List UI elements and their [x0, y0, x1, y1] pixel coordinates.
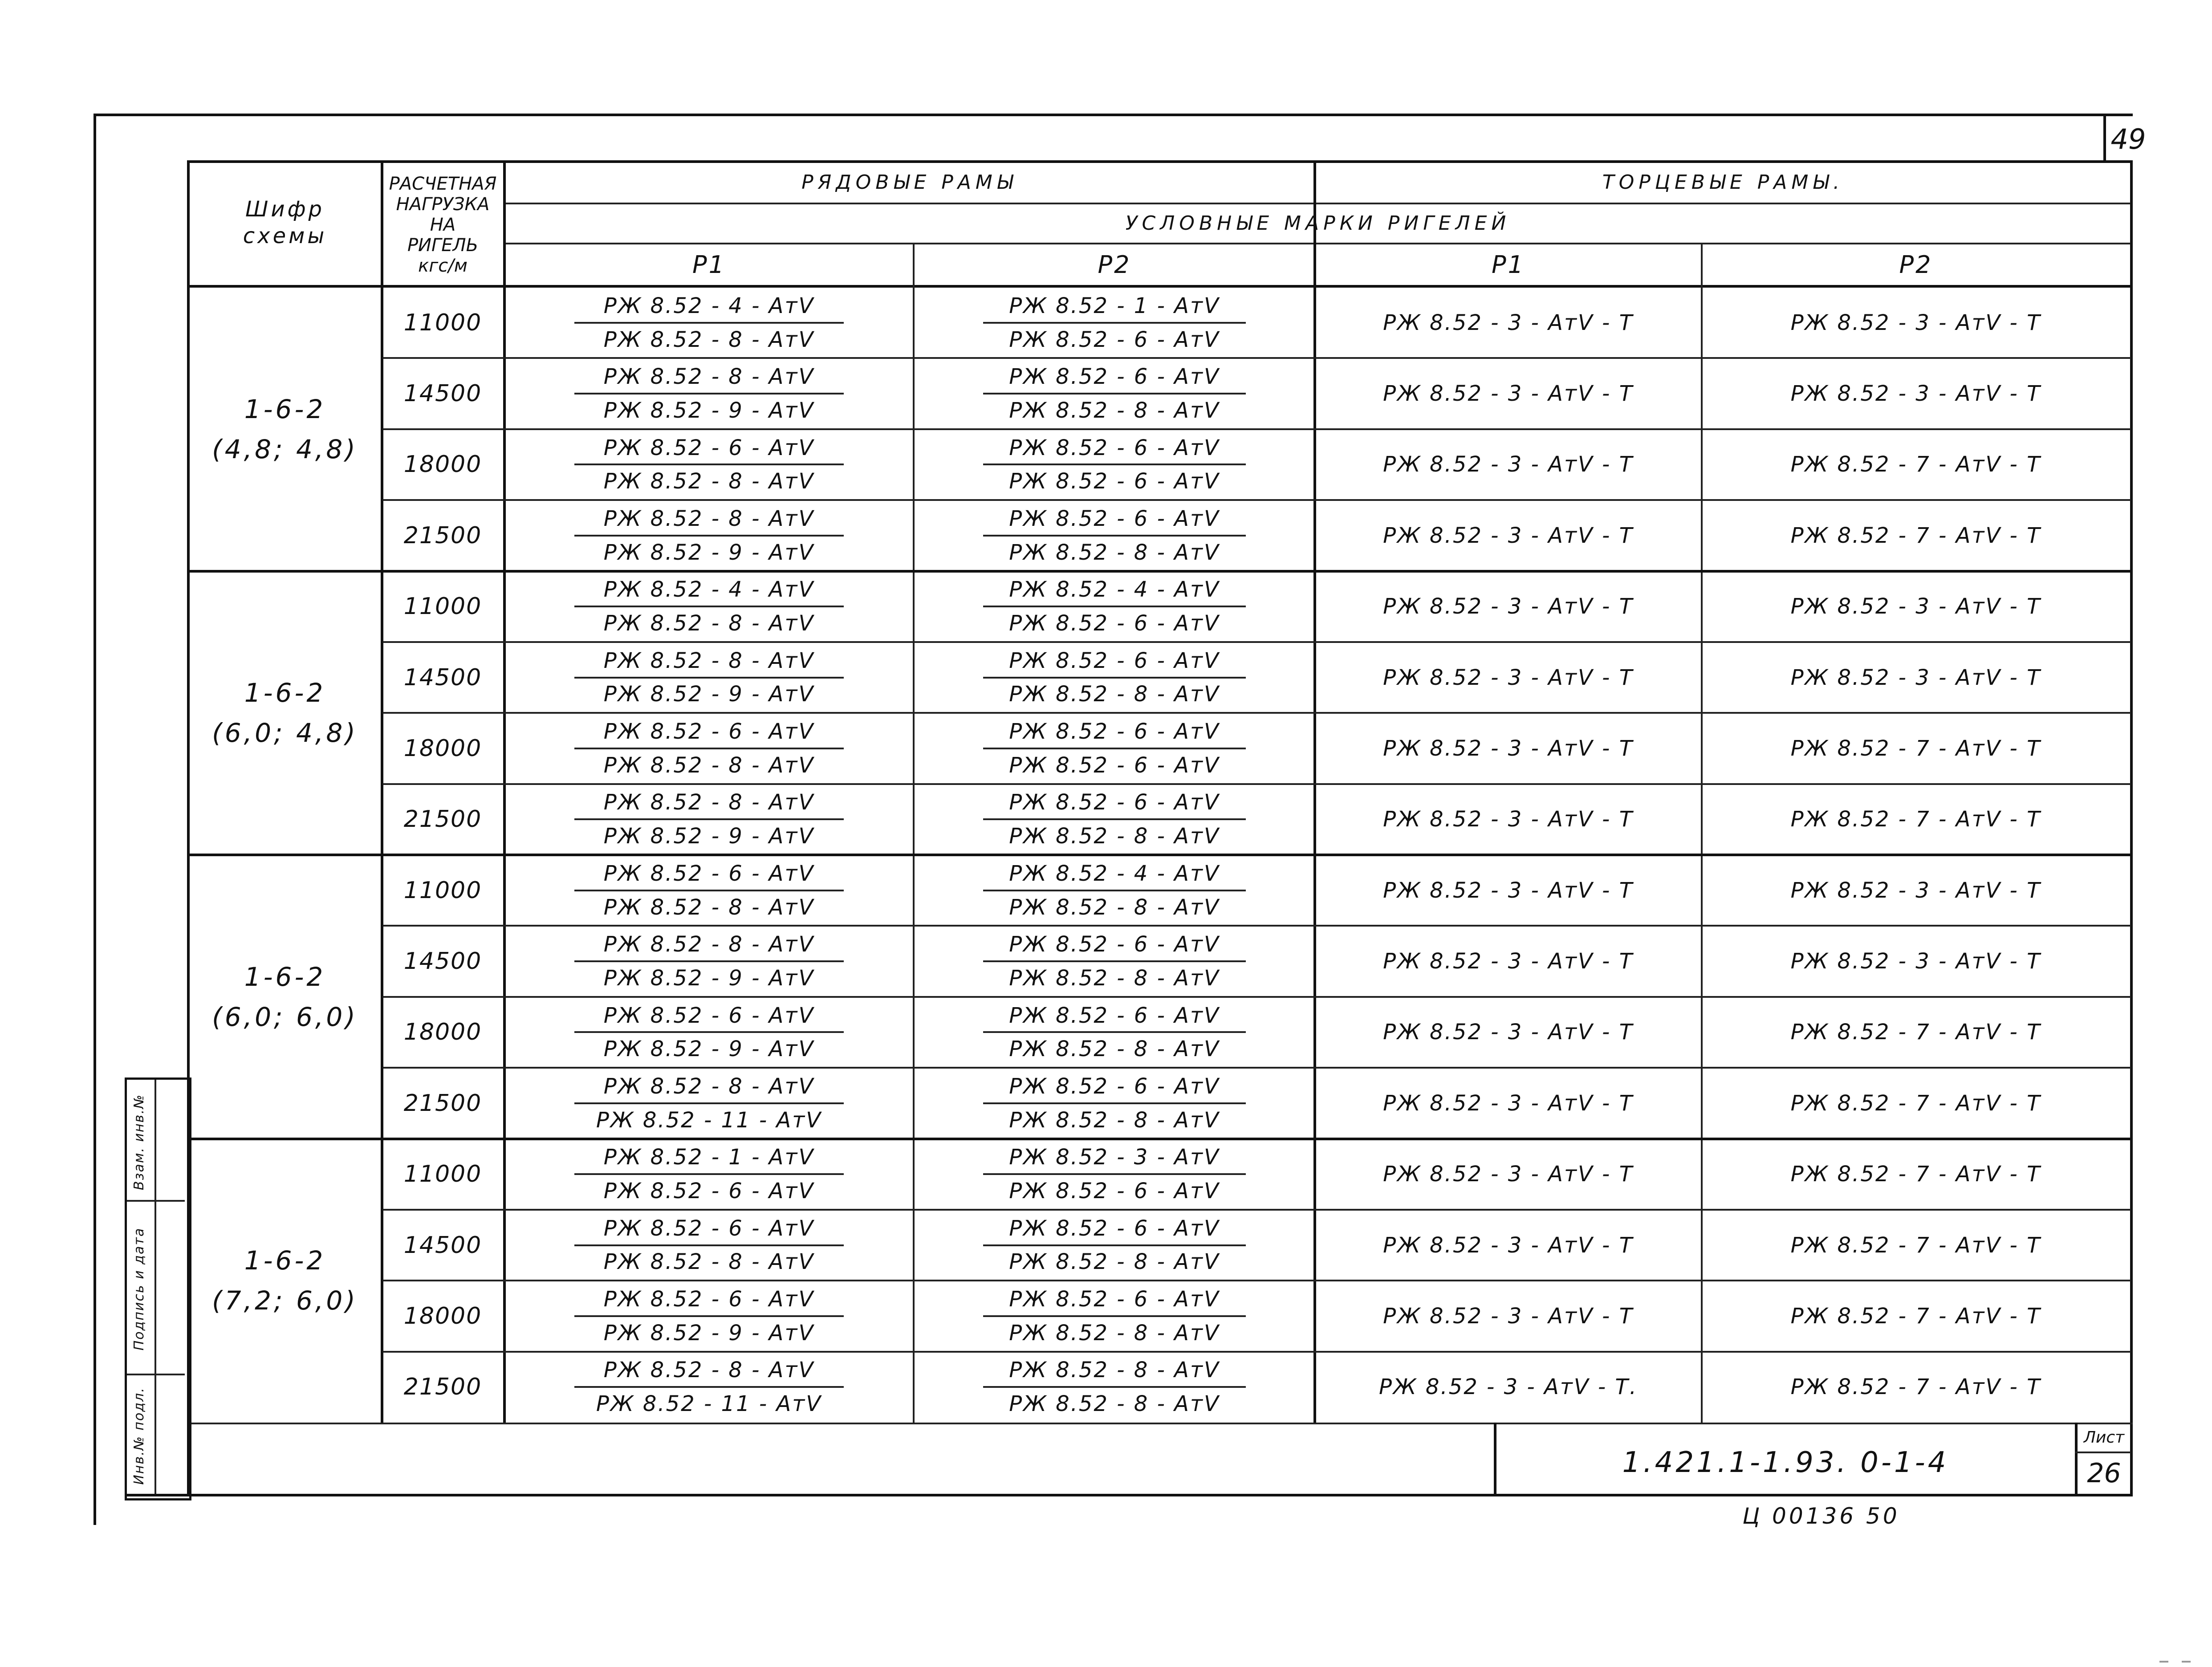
load-value: 11000 [403, 593, 482, 620]
outer-frame-right-corner [2103, 114, 2106, 163]
scheme-spans: (7,2; 6,0) [212, 1285, 358, 1316]
end-p1-mark: РЖ 8.52 - 3 - АтV - Т [1383, 310, 1634, 335]
scheme-cell [191, 855, 378, 1139]
row-p1-top-mark: РЖ 8.52 - 6 - АтV [603, 1287, 815, 1312]
end-p1-mark: РЖ 8.52 - 3 - АтV - Т [1383, 1232, 1634, 1258]
col-header-p1-row: P1 [692, 250, 726, 279]
end-p2-mark: РЖ 8.52 - 7 - АтV - Т [1790, 452, 2041, 477]
row-p2-bottom-mark: РЖ 8.52 - 8 - АтV [1009, 398, 1220, 423]
end-p2-mark: РЖ 8.52 - 3 - АтV - Т [1790, 665, 2041, 690]
row-p1-bottom-mark: РЖ 8.52 - 9 - АтV [603, 1320, 815, 1346]
end-frames-header: ТОРЦЕВЫЕ РАМЫ. [1602, 171, 1844, 194]
row-p2-top-mark: РЖ 8.52 - 4 - АтV [1009, 577, 1220, 602]
outer-frame-left [94, 114, 96, 1525]
row-p1-bottom-mark: РЖ 8.52 - 9 - АтV [603, 1037, 815, 1062]
end-p2-mark: РЖ 8.52 - 7 - АтV - Т [1790, 1374, 2041, 1400]
archive-number: Ц 00136 50 [1742, 1503, 1900, 1529]
row-p1-top-mark: РЖ 8.52 - 1 - АтV [603, 1145, 815, 1170]
row-p1-top-mark: РЖ 8.52 - 6 - АтV [603, 861, 815, 886]
row-p2-top-mark: РЖ 8.52 - 6 - АтV [1009, 1073, 1220, 1099]
col-header-p2-row: P2 [1098, 250, 1131, 279]
row-p1-top-mark: РЖ 8.52 - 8 - АтV [603, 790, 815, 815]
row-p1-top-mark: РЖ 8.52 - 8 - АтV [603, 648, 815, 673]
row-p2-top-mark: РЖ 8.52 - 3 - АтV [1009, 1145, 1220, 1170]
row-p1-top-mark: РЖ 8.52 - 6 - АтV [603, 1216, 815, 1241]
row-p2-top-mark: РЖ 8.52 - 6 - АтV [1009, 435, 1220, 460]
row-p2-top-mark: РЖ 8.52 - 4 - АтV [1009, 861, 1220, 886]
row-p2-bottom-mark: РЖ 8.52 - 8 - АтV [1009, 540, 1220, 565]
row-p1-top-mark: РЖ 8.52 - 8 - АтV [603, 1073, 815, 1099]
col-header-p1-end: P1 [1492, 250, 1525, 279]
row-p1-bottom-mark: РЖ 8.52 - 8 - АтV [603, 611, 815, 636]
row-p2-top-mark: РЖ 8.52 - 6 - АтV [1009, 790, 1220, 815]
row-p1-bottom-mark: РЖ 8.52 - 11 - АтV [596, 1391, 822, 1417]
scheme-code: 1-6-2 [244, 394, 326, 424]
end-p1-mark: РЖ 8.52 - 3 - АтV - Т [1383, 452, 1634, 477]
scheme-spans: (6,0; 4,8) [212, 718, 358, 748]
corner-sheet-number: 49 [2110, 122, 2146, 155]
row-p2-bottom-mark: РЖ 8.52 - 8 - АтV [1009, 1107, 1220, 1133]
end-p1-mark: РЖ 8.52 - 3 - АтV - Т [1383, 1090, 1634, 1116]
row-p1-bottom-mark: РЖ 8.52 - 9 - АтV [603, 682, 815, 707]
end-p2-mark: РЖ 8.52 - 3 - АтV - Т [1790, 594, 2041, 619]
row-p2-bottom-mark: РЖ 8.52 - 8 - АтV [1009, 1320, 1220, 1346]
side-stamp-label-replace: Взам. инв.№ [131, 1094, 147, 1191]
row-p2-top-mark: РЖ 8.52 - 6 - АтV [1009, 648, 1220, 673]
end-p2-mark: РЖ 8.52 - 7 - АтV - Т [1790, 1162, 2041, 1187]
row-p2-bottom-mark: РЖ 8.52 - 8 - АтV [1009, 894, 1220, 920]
load-header-line-1: РАСЧЕТНАЯ [389, 173, 497, 194]
row-p2-top-mark: РЖ 8.52 - 6 - АтV [1009, 1287, 1220, 1312]
col-divider-shifr [381, 160, 383, 1423]
end-p2-mark: РЖ 8.52 - 7 - АтV - Т [1790, 1090, 2041, 1116]
load-value: 14500 [403, 664, 482, 691]
end-p1-mark: РЖ 8.52 - 3 - АтV - Т [1383, 736, 1634, 761]
load-value: 21500 [403, 806, 482, 833]
col-divider-end-p1-p2 [1701, 243, 1703, 1423]
scheme-code: 1-6-2 [244, 1245, 326, 1276]
row-p1-top-mark: РЖ 8.52 - 8 - АтV [603, 1358, 815, 1383]
row-p2-bottom-mark: РЖ 8.52 - 6 - АтV [1009, 611, 1220, 636]
shifr-header-text: Шифр схемы [243, 197, 327, 248]
side-stamp-divider-v [155, 1080, 156, 1494]
row-p1-top-mark: РЖ 8.52 - 8 - АтV [603, 932, 815, 957]
row-p2-bottom-mark: РЖ 8.52 - 6 - АтV [1009, 327, 1220, 352]
row-p2-top-mark: РЖ 8.52 - 6 - АтV [1009, 719, 1220, 744]
row-p1-top-mark: РЖ 8.52 - 6 - АтV [603, 719, 815, 744]
end-p2-mark: РЖ 8.52 - 7 - АтV - Т [1790, 1020, 2041, 1045]
end-p2-mark: РЖ 8.52 - 7 - АтV - Т [1790, 736, 2041, 761]
row-p2-bottom-mark: РЖ 8.52 - 8 - АтV [1009, 1391, 1220, 1417]
load-value: 18000 [403, 1302, 482, 1330]
end-p2-mark: РЖ 8.52 - 3 - АтV - Т [1790, 310, 2041, 335]
row-p1-bottom-mark: РЖ 8.52 - 9 - АтV [603, 540, 815, 565]
row-p1-bottom-mark: РЖ 8.52 - 6 - АтV [603, 1179, 815, 1204]
row-p1-bottom-mark: РЖ 8.52 - 8 - АтV [603, 327, 815, 352]
title-block-divider [1494, 1423, 1496, 1495]
end-p1-mark: РЖ 8.52 - 3 - АтV - Т [1383, 1303, 1634, 1329]
load-value: 11000 [403, 309, 482, 336]
row-p1-bottom-mark: РЖ 8.52 - 9 - АтV [603, 824, 815, 849]
end-p1-mark: РЖ 8.52 - 3 - АтV - Т [1383, 1020, 1634, 1045]
title-block-sheet-line [2075, 1452, 2131, 1453]
row-p2-bottom-mark: РЖ 8.52 - 6 - АтV [1009, 1179, 1220, 1204]
load-header-line-5: кгс/м [418, 255, 468, 276]
load-value: 18000 [403, 735, 482, 762]
row-p2-top-mark: РЖ 8.52 - 8 - АтV [1009, 1358, 1220, 1383]
scheme-code: 1-6-2 [244, 678, 326, 708]
row-frames-header: РЯДОВЫЕ РАМЫ [801, 171, 1017, 194]
col-divider-p1-p2 [913, 243, 915, 1423]
end-p1-mark: РЖ 8.52 - 3 - АтV - Т [1383, 1162, 1634, 1187]
header-line-1 [505, 203, 2131, 204]
load-value: 11000 [403, 877, 482, 904]
row-p1-top-mark: РЖ 8.52 - 6 - АтV [603, 1003, 815, 1028]
end-p2-mark: РЖ 8.52 - 3 - АтV - Т [1790, 381, 2041, 407]
row-p1-top-mark: РЖ 8.52 - 8 - АтV [603, 506, 815, 531]
end-p2-mark: РЖ 8.52 - 7 - АтV - Т [1790, 1303, 2041, 1329]
end-p1-mark: РЖ 8.52 - 3 - АтV - Т [1383, 878, 1634, 903]
row-p1-bottom-mark: РЖ 8.52 - 8 - АтV [603, 469, 815, 494]
load-value: 18000 [403, 451, 482, 478]
row-p1-bottom-mark: РЖ 8.52 - 8 - АтV [603, 1249, 815, 1275]
load-header-line-3: НА [430, 214, 456, 235]
end-p2-mark: РЖ 8.52 - 7 - АтV - Т [1790, 1232, 2041, 1258]
scheme-code: 1-6-2 [244, 961, 326, 992]
sheet-number: 26 [2087, 1458, 2121, 1489]
row-p2-top-mark: РЖ 8.52 - 1 - АтV [1009, 293, 1220, 318]
scheme-cell [191, 287, 378, 571]
end-p1-mark: РЖ 8.52 - 3 - АтV - Т [1383, 665, 1634, 690]
table-right-border [2130, 160, 2133, 1495]
title-block-sheet-divider [2075, 1423, 2078, 1495]
end-p1-mark: РЖ 8.52 - 3 - АтV - Т [1383, 807, 1634, 832]
row-p2-top-mark: РЖ 8.52 - 6 - АтV [1009, 1003, 1220, 1028]
row-p1-top-mark: РЖ 8.52 - 8 - АтV [603, 364, 815, 390]
row-p1-bottom-mark: РЖ 8.52 - 8 - АтV [603, 752, 815, 778]
end-p2-mark: РЖ 8.52 - 3 - АтV - Т [1790, 949, 2041, 974]
row-p1-top-mark: РЖ 8.52 - 4 - АтV [603, 577, 815, 602]
row-p2-top-mark: РЖ 8.52 - 6 - АтV [1009, 932, 1220, 957]
end-p2-mark: РЖ 8.52 - 3 - АтV - Т [1790, 878, 2041, 903]
conventional-marks-header: УСЛОВНЫЕ МАРКИ РИГЕЛЕЙ [1125, 211, 1511, 235]
load-value: 21500 [403, 522, 482, 549]
scheme-spans: (4,8; 4,8) [212, 434, 358, 464]
outer-frame-top [94, 114, 2133, 116]
col-divider-load [503, 160, 506, 1423]
row-p1-bottom-mark: РЖ 8.52 - 11 - АтV [596, 1107, 822, 1133]
load-value: 21500 [403, 1374, 482, 1401]
shifr-header [191, 178, 378, 267]
row-p2-bottom-mark: РЖ 8.52 - 6 - АтV [1009, 469, 1220, 494]
load-value: 11000 [403, 1161, 482, 1188]
col-header-p2-end: P2 [1899, 250, 1933, 279]
row-p1-top-mark: РЖ 8.52 - 4 - АтV [603, 293, 815, 318]
scan-dash-1 [2159, 1661, 2168, 1663]
side-stamp-label-inv: Инв.№ подл. [131, 1387, 147, 1485]
end-p1-mark: РЖ 8.52 - 3 - АтV - Т [1383, 523, 1634, 548]
scheme-cell [191, 1139, 378, 1423]
end-p1-mark: РЖ 8.52 - 3 - АтV - Т [1383, 949, 1634, 974]
row-p2-bottom-mark: РЖ 8.52 - 8 - АтV [1009, 1037, 1220, 1062]
side-stamp-label-signature: Подпись и дата [131, 1227, 147, 1351]
scan-dash-2 [2182, 1661, 2191, 1663]
row-p2-bottom-mark: РЖ 8.52 - 6 - АтV [1009, 752, 1220, 778]
load-value: 14500 [403, 948, 482, 975]
row-p2-bottom-mark: РЖ 8.52 - 8 - АтV [1009, 682, 1220, 707]
end-p1-mark: РЖ 8.52 - 3 - АтV - Т. [1378, 1374, 1638, 1400]
title-block-top-line [189, 1423, 2133, 1424]
load-header-line-2: НАГРУЗКА [396, 194, 490, 215]
load-value: 14500 [403, 380, 482, 407]
end-p2-mark: РЖ 8.52 - 7 - АтV - Т [1790, 523, 2041, 548]
load-value: 18000 [403, 1019, 482, 1046]
table-bottom-border [125, 1494, 2133, 1496]
load-header-line-4: РИГЕЛЬ [407, 235, 479, 256]
row-p2-bottom-mark: РЖ 8.52 - 8 - АтV [1009, 1249, 1220, 1275]
row-p1-top-mark: РЖ 8.52 - 6 - АтV [603, 435, 815, 460]
row-p2-top-mark: РЖ 8.52 - 6 - АтV [1009, 364, 1220, 390]
row-p1-bottom-mark: РЖ 8.52 - 8 - АтV [603, 894, 815, 920]
end-p2-mark: РЖ 8.52 - 7 - АтV - Т [1790, 807, 2041, 832]
end-p1-mark: РЖ 8.52 - 3 - АтV - Т [1383, 594, 1634, 619]
row-p2-top-mark: РЖ 8.52 - 6 - АтV [1009, 506, 1220, 531]
row-p1-bottom-mark: РЖ 8.52 - 9 - АтV [603, 965, 815, 991]
col-divider-row-end [1313, 160, 1316, 1423]
row-p1-bottom-mark: РЖ 8.52 - 9 - АтV [603, 398, 815, 423]
row-p2-top-mark: РЖ 8.52 - 6 - АтV [1009, 1216, 1220, 1241]
header-line-2 [505, 243, 2131, 244]
load-value: 21500 [403, 1090, 482, 1117]
scheme-spans: (6,0; 6,0) [212, 1001, 358, 1032]
sheet-label: Лист [2083, 1428, 2125, 1447]
end-p1-mark: РЖ 8.52 - 3 - АтV - Т [1383, 381, 1634, 407]
row-p2-bottom-mark: РЖ 8.52 - 8 - АтV [1009, 824, 1220, 849]
document-code: 1.421.1-1.93. 0-1-4 [1622, 1446, 1949, 1479]
load-header [384, 166, 502, 284]
row-p2-bottom-mark: РЖ 8.52 - 8 - АтV [1009, 965, 1220, 991]
load-value: 14500 [403, 1232, 482, 1259]
scheme-cell [191, 571, 378, 855]
side-stamp [125, 1077, 191, 1500]
